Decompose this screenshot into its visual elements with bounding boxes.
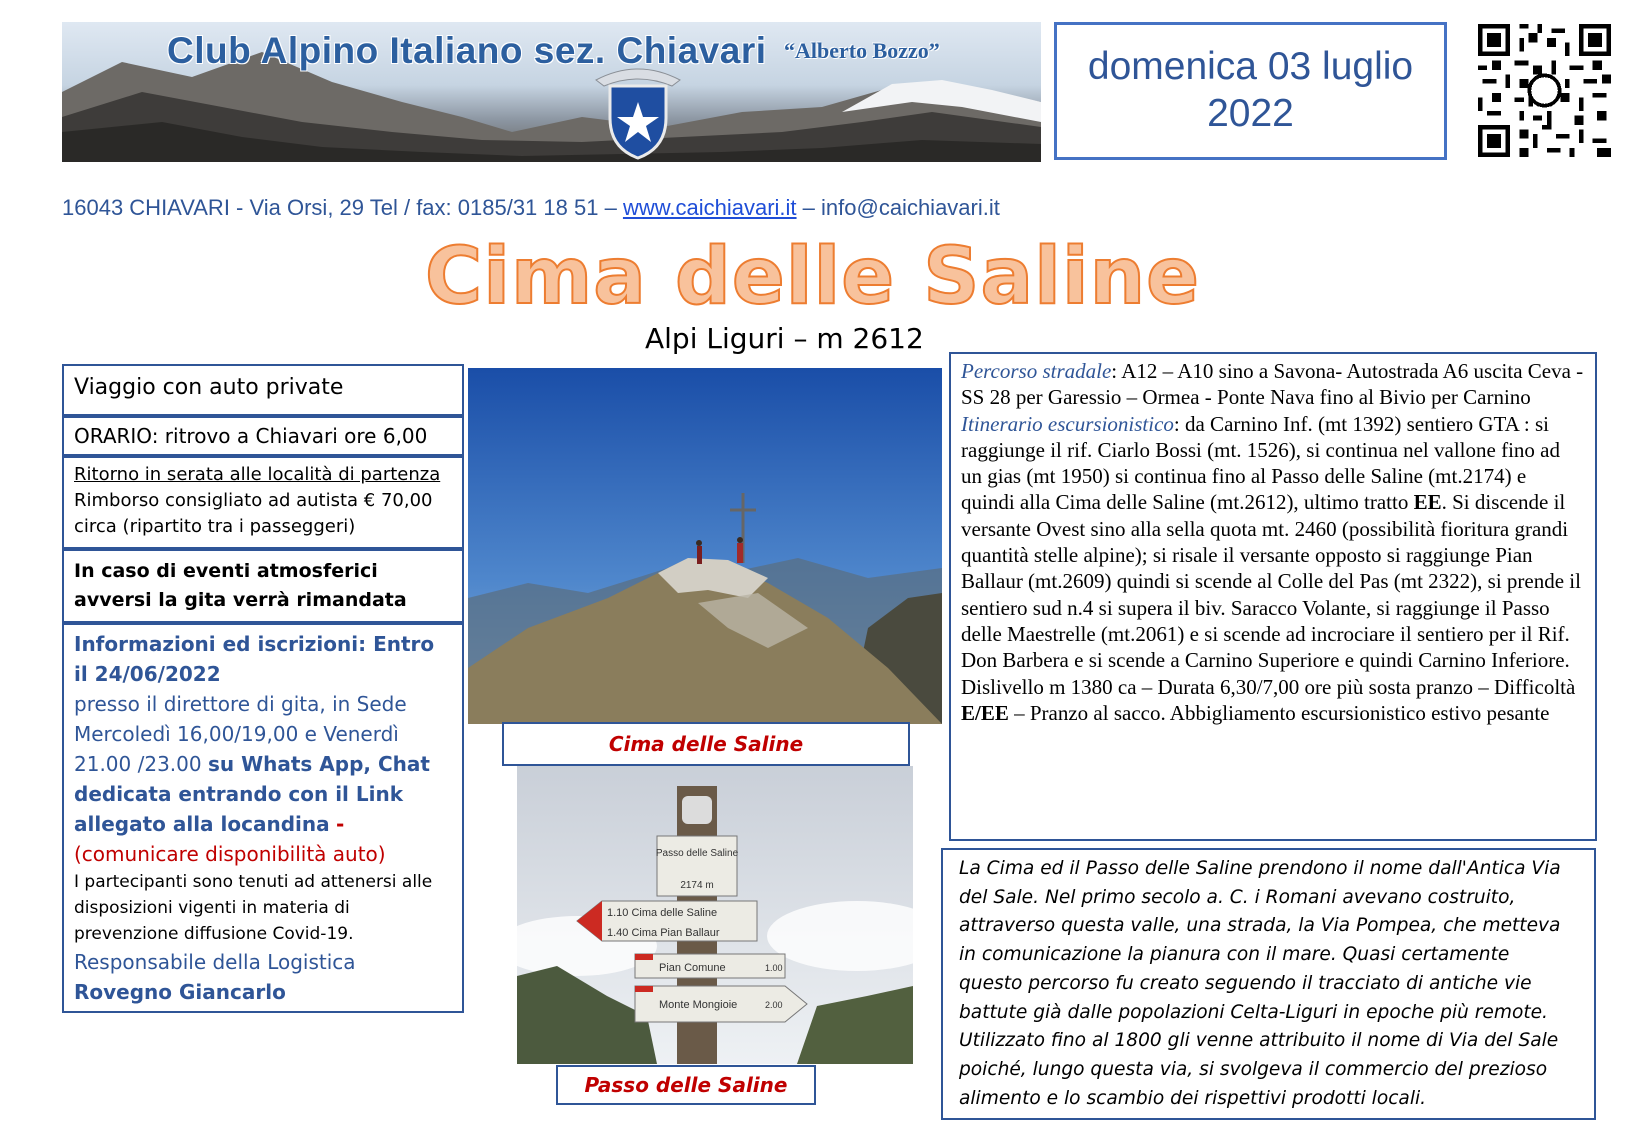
summit-photo-caption: Cima delle Saline bbox=[502, 722, 910, 766]
schedule-box bbox=[62, 416, 464, 456]
hike-text-2: . Si discende il versante Ovest sino alla sella quota mt. 2460 (possibilità fioritura grandi quantità stelle alpine); si risale il versante opposto si raggiunge Pian Ballaur (mt.2609) quindi si scende al Colle del Pas (mt 2322), si prende il sentiero sud n.4 si supera il biv. Saracco Volante, si raggiunge il Passo delle Maestrelle (mt.2061) e si scende ad incrociare il sentiero per il Rif. Don Barbera e si scende a Carnino Superiore e quindi Carnino Inferiore. bbox=[961, 490, 1581, 673]
sign-arrow-2: 1.40 Cima Pian Ballaur bbox=[607, 927, 720, 939]
route-description-box bbox=[949, 352, 1597, 841]
transport-text: Viaggio con auto private bbox=[74, 375, 344, 400]
page-subtitle: Alpi Liguri – m 2612 bbox=[645, 322, 924, 355]
club-name: Club Alpino Italiano sez. Chiavari bbox=[167, 30, 767, 71]
weather-box bbox=[62, 549, 464, 623]
summary-grade: E/EE bbox=[961, 700, 1009, 725]
sign-arrow-4: Monte Mongioie bbox=[659, 999, 738, 1011]
road-text: : A12 – A10 sino a Savona- Autostrada A6 uscita Ceva - SS 28 per Garessio – Ormea - Ponte Nava fino al Bivio per Carnino bbox=[961, 359, 1584, 410]
transport-box bbox=[62, 364, 464, 416]
return-box bbox=[62, 456, 464, 549]
signup-dash: - bbox=[335, 812, 345, 836]
sign-arrow-3-time: 1.00 bbox=[765, 963, 783, 973]
hike-text-1: : da Carnino Inf. (mt 1392) sentiero GTA : si raggiunge il rif. Ciarlo Bossi (mt. 1526), si continua nel vallone fino ad un gias (mt 1950) si continua fino al Passo delle Saline (mt.2174) e quindi alla Cima delle Saline (mt.2612), ultimo tratto bbox=[961, 411, 1560, 515]
logistics-name: Rovegno Giancarlo bbox=[74, 980, 286, 1004]
road-label: Percorso stradale bbox=[961, 359, 1112, 383]
weather-notice: In caso di eventi atmosferici avversi la gita verrà rimandata bbox=[74, 560, 407, 611]
cai-logo-icon bbox=[592, 60, 684, 160]
signpost-photo-caption: Passo delle Saline bbox=[556, 1065, 816, 1105]
return-heading: Ritorno in serata alle località di partenza bbox=[74, 464, 441, 485]
schedule-text: ORARIO: ritrovo a Chiavari ore 6,00 bbox=[74, 424, 428, 448]
club-subtitle: “Alberto Bozzo” bbox=[784, 38, 940, 63]
sign-altitude: 2174 m bbox=[680, 880, 714, 891]
signpost-photo bbox=[517, 766, 913, 1064]
event-date-year: 2022 bbox=[1207, 92, 1294, 135]
website-link[interactable]: www.caichiavari.it bbox=[622, 195, 797, 220]
header-banner bbox=[62, 22, 1041, 162]
reimbursement-text: Rimborso consigliato ad autista € 70,00 circa (ripartito tra i passeggeri) bbox=[74, 490, 433, 537]
summary-text-2: – Pranzo al sacco. Abbigliamento escursionistico estivo pesante bbox=[1014, 700, 1550, 725]
whatsapp-qr-code-icon[interactable] bbox=[1478, 24, 1611, 157]
signup-cars: (comunicare disponibilità auto) bbox=[74, 842, 386, 866]
contact-line bbox=[62, 195, 1000, 221]
page-title: Cima delle Saline bbox=[424, 232, 1201, 322]
covid-notice: I partecipanti sono tenuti ad attenersi alle disposizioni vigenti in materia di prevenzione diffusione Covid-19. bbox=[74, 872, 433, 944]
summary-text-1: Dislivello m 1380 ca – Durata 6,30/7,00 ore più sosta pranzo – Difficoltà bbox=[961, 674, 1576, 699]
event-date-day: domenica 03 luglio bbox=[1087, 45, 1414, 89]
sign-arrow-3: Pian Comune bbox=[659, 962, 726, 974]
whatsapp-icon bbox=[1529, 75, 1559, 105]
logistics-label: Responsabile della Logistica bbox=[74, 950, 356, 974]
history-text: La Cima ed il Passo delle Saline prendono il nome dall'Antica Via del Sale. Nel primo secolo a. C. i Romani avevano costruito, attraverso questa valle, una strada, la Via Pompea, che metteva in comunicazione la pianura con il mare. Quasi certamente questo percorso fu creato seguendo il tracciato di antiche vie battute già dalle popolazioni Celta-Liguri in epoche più remote. Utilizzato fino al 1800 gli venne attribuito il nome di Via del Sale poiché, lungo questa via, si svolgeva il commercio del prezioso alimento e lo scambio dei rispettivi prodotti locali. bbox=[959, 858, 1561, 1109]
summit-photo bbox=[468, 368, 942, 724]
sign-arrow-4-time: 2.00 bbox=[765, 1000, 783, 1010]
address-text: 16043 CHIAVARI - Via Orsi, 29 Tel / fax: 0185/31 18 51 – bbox=[62, 195, 617, 220]
email-text: – info@caichiavari.it bbox=[802, 195, 1000, 220]
signup-where: presso il direttore di gita, in Sede Mercoledì 16,00/19,00 e Venerdì 21.00 /23.00 bbox=[74, 692, 407, 776]
hike-label: Itinerario escursionistico bbox=[961, 411, 1174, 436]
history-box bbox=[941, 848, 1596, 1120]
signup-heading: Informazioni ed iscrizioni: Entro il 24/06/2022 bbox=[74, 632, 435, 686]
signup-whatsapp: su Whats App, Chat dedicata entrando con il Link allegato alla locandina bbox=[74, 752, 430, 836]
sign-arrow-1: 1.10 Cima delle Saline bbox=[607, 907, 718, 919]
sign-title: Passo delle Saline bbox=[655, 848, 739, 859]
hike-grade: EE bbox=[1413, 490, 1442, 515]
event-date-box bbox=[1054, 22, 1447, 160]
signup-box bbox=[62, 623, 464, 1013]
